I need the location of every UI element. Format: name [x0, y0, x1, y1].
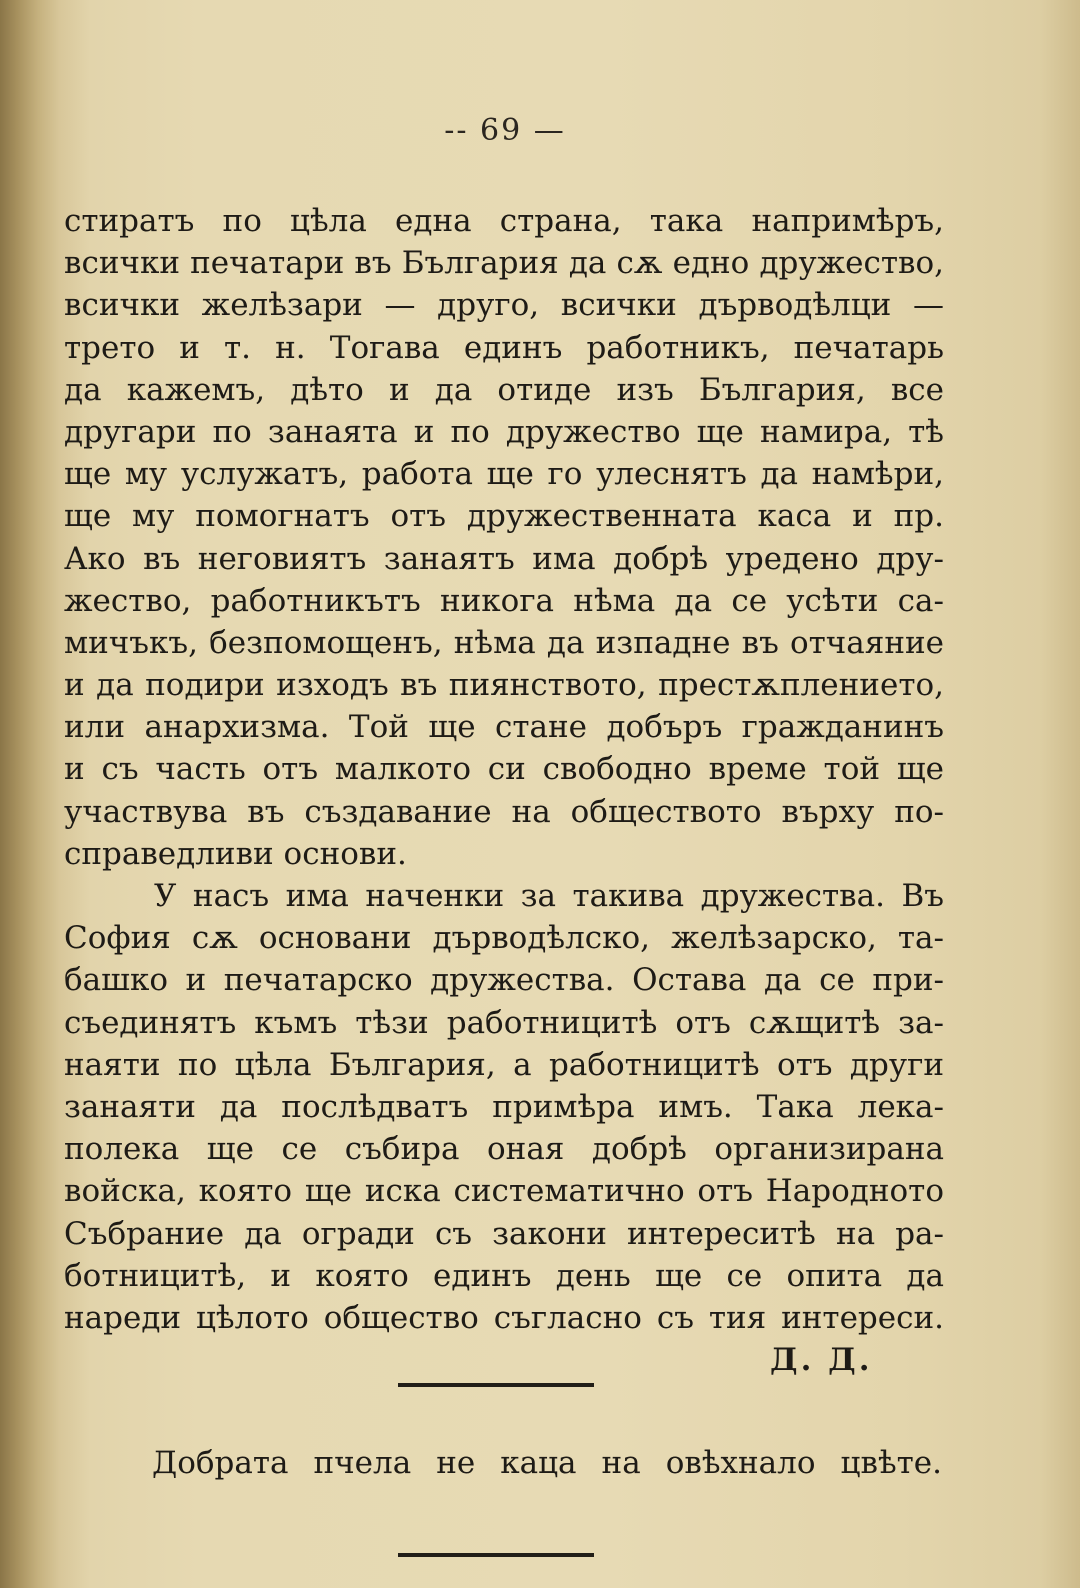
text-line: нареди цѣлото общество съгласно съ тия интереси.: [64, 1299, 944, 1336]
text-line: съединятъ къмъ тѣзи работницитѣ отъ сѫщитѣ за-: [64, 1004, 944, 1041]
page-number: -- 69 —: [444, 113, 566, 148]
text-line: справедливи основи.: [64, 835, 407, 872]
text-line: башко и печатарско дружества. Остава да се при-: [64, 962, 944, 999]
text-line: ще му услужатъ, работа ще го улеснятъ да намѣри,: [64, 456, 944, 493]
text-line: ще му помогнатъ отъ дружественната каса и пр.: [64, 498, 944, 535]
article-text: [64, 200, 944, 1339]
text-line: Ако въ неговиятъ занаятъ има добрѣ уредено дру-: [64, 540, 944, 577]
proverb-line: Добрата пчела не каца на овѣхнало цвѣте.: [152, 1445, 942, 1481]
text-line: всички печатари въ България да сѫ едно дружество,: [64, 245, 944, 282]
text-line: другари по занаята и по дружество ще намира, тѣ: [64, 413, 944, 450]
text-line: стиратъ по цѣла една страна, така напримѣръ,: [64, 203, 944, 239]
text-line: или анархизма. Той ще стане добъръ гражданинъ: [64, 709, 944, 746]
text-line: София сѫ основани дърводѣлско, желѣзарско, та-: [64, 920, 944, 957]
text-line: занаяти да послѣдватъ примѣра имъ. Така лека-: [64, 1088, 944, 1125]
text-line: участвува въ създавание на обществото върху по-: [64, 793, 944, 830]
text-line: всички желѣзари — друго, всички дърводѣлци —: [64, 287, 944, 324]
text-line: войска, която ще иска систематично отъ Народното: [64, 1173, 944, 1210]
section-divider: [398, 1383, 594, 1387]
text-line: жество, работникътъ никога нѣма да се усѣти са-: [64, 582, 944, 619]
text-line: полека ще се събира оная добрѣ организирана: [64, 1131, 944, 1168]
author-signature: Д. Д.: [770, 1342, 873, 1378]
text-line: Събрание да огради съ закони интереситѣ на ра-: [64, 1215, 944, 1252]
text-line: ботницитѣ, и която единъ день ще се опита да: [64, 1257, 944, 1294]
text-line: трето и т. н. Тогава единъ работникъ, печатарь: [64, 329, 944, 366]
text-line: наяти по цѣла България, а работницитѣ отъ други: [64, 1046, 944, 1083]
text-line: и съ часть отъ малкото си свободно време той ще: [64, 751, 944, 788]
section-divider: [398, 1553, 594, 1557]
text-line: и да подири изходъ въ пиянството, престѫплението,: [64, 667, 944, 704]
text-line: мичъкъ, безпомощенъ, нѣма да изпадне въ отчаяние: [64, 624, 944, 661]
text-line: да кажемъ, дѣто и да отиде изъ България, все: [64, 371, 944, 408]
text-line: У насъ има наченки за такива дружества. Въ: [154, 878, 944, 914]
